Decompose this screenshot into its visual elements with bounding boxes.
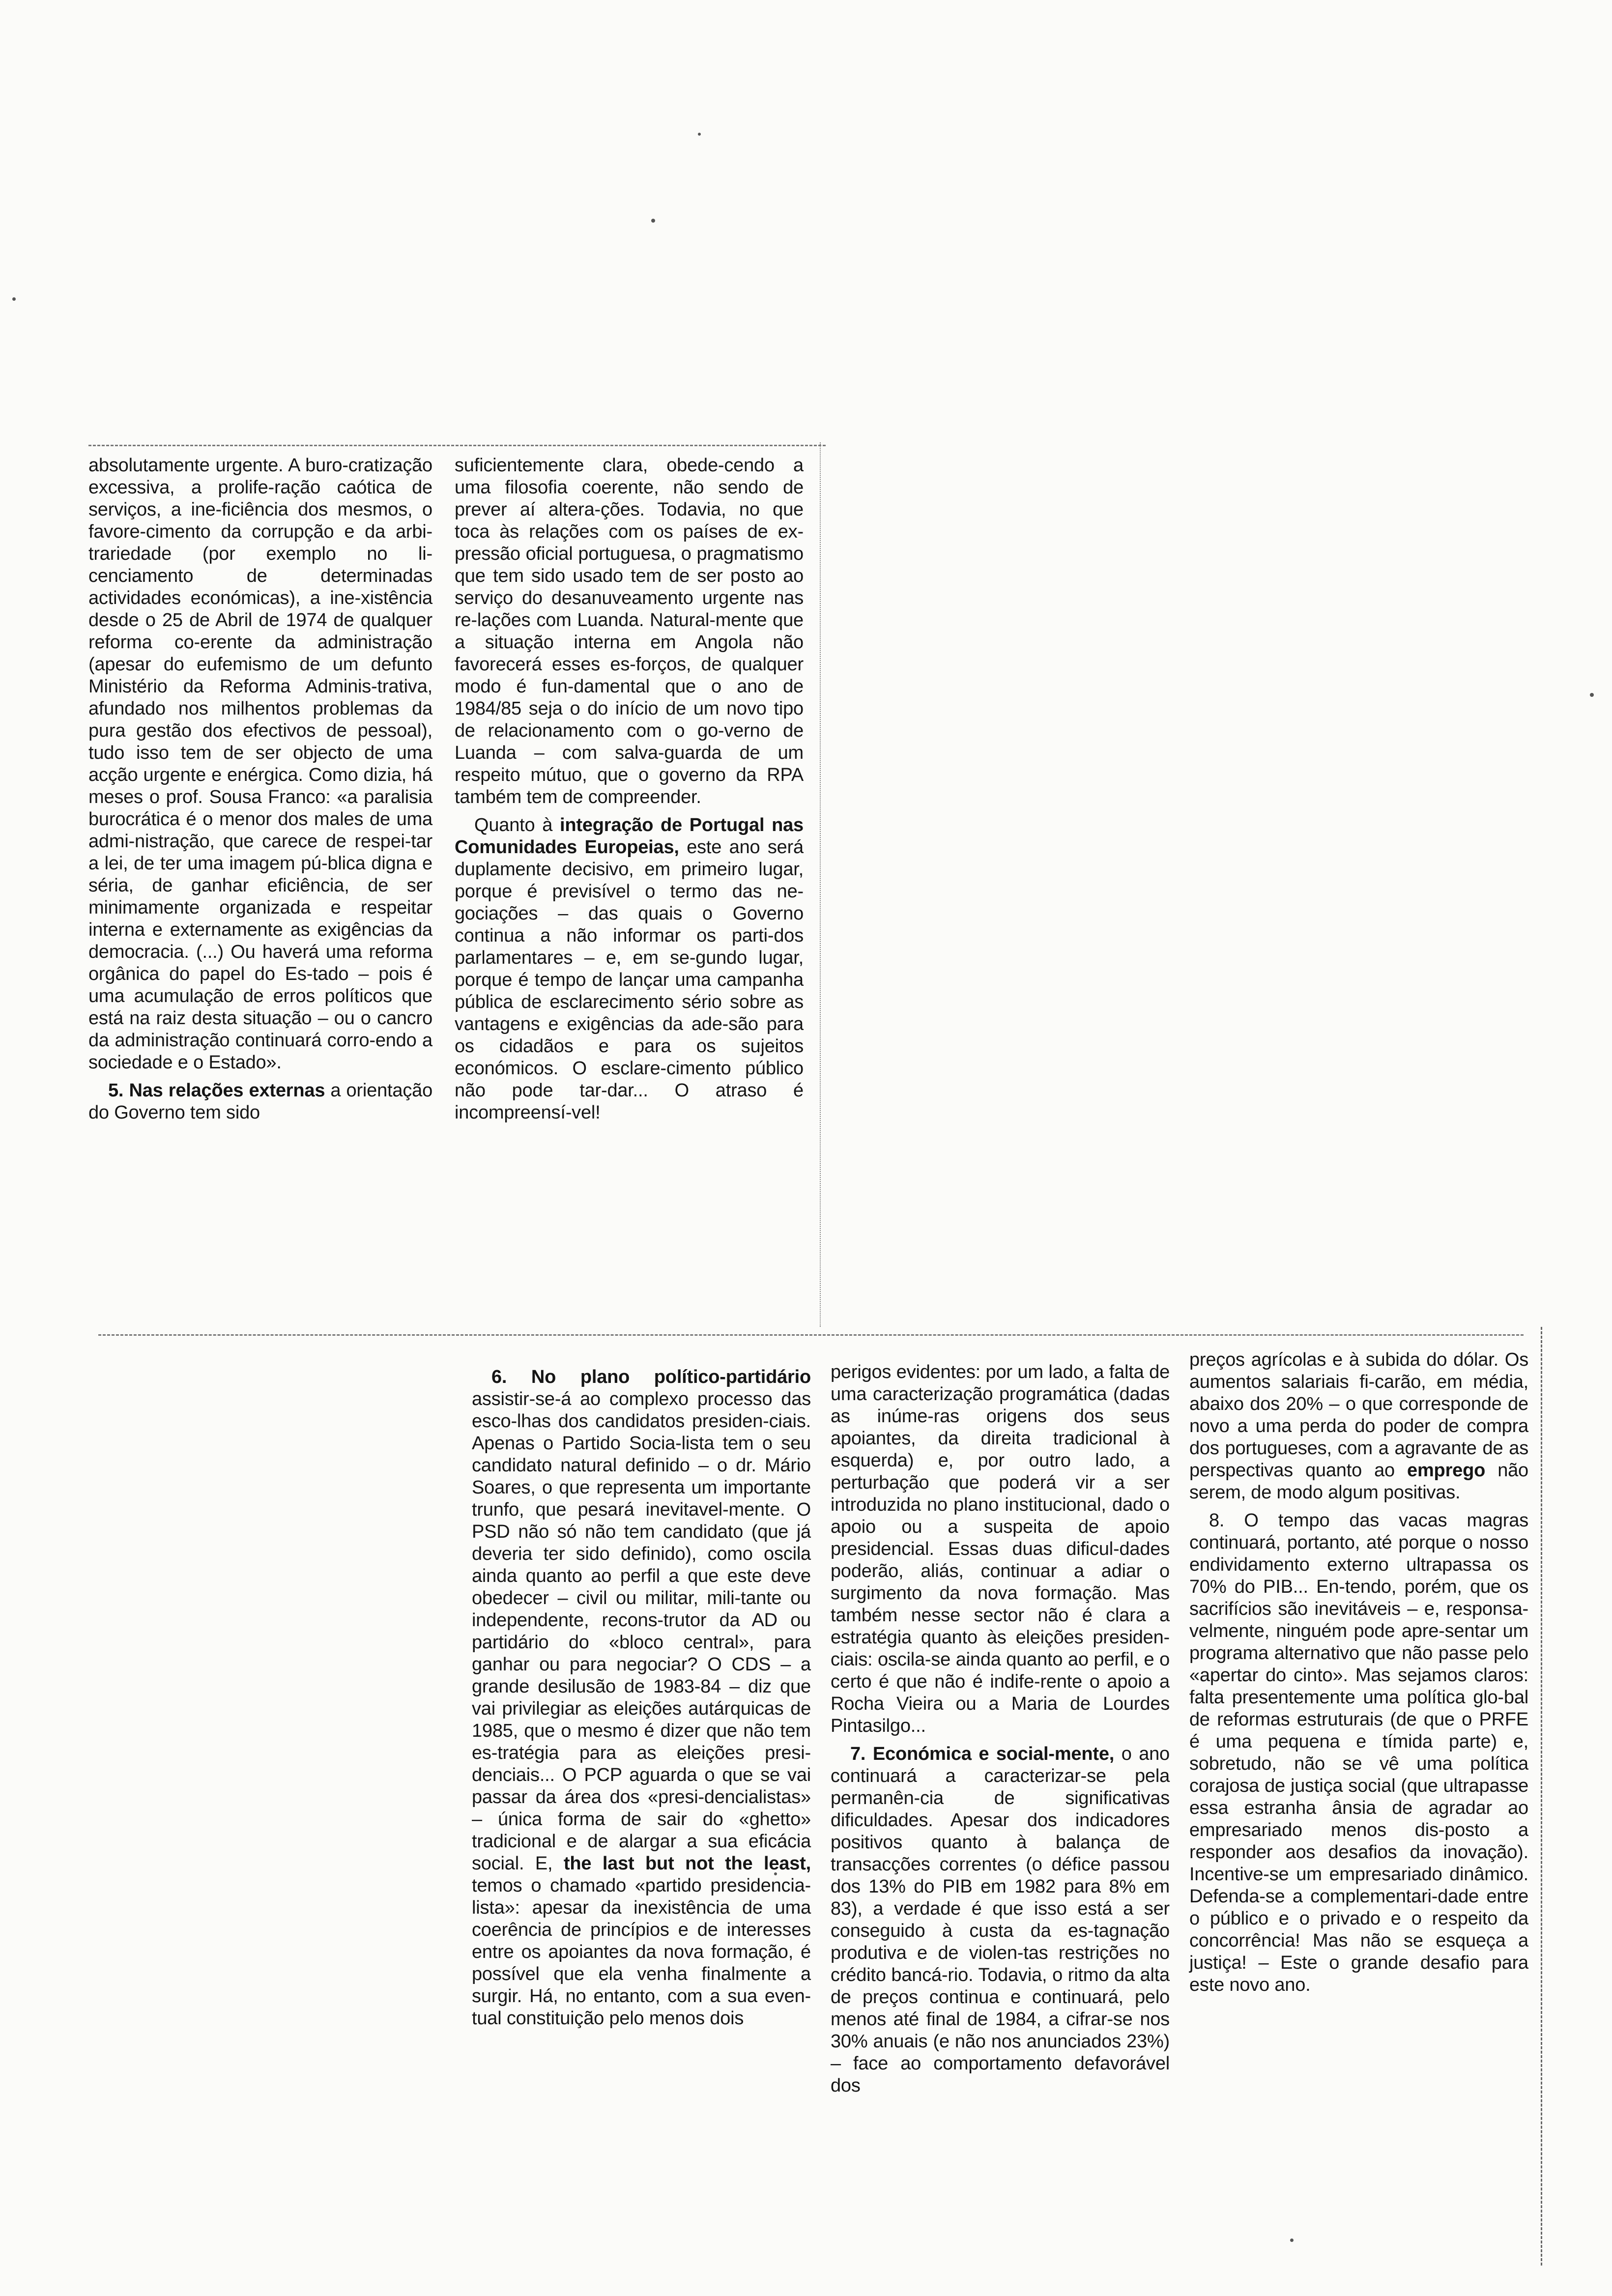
article-column-1 [88, 455, 432, 1124]
article-column-4 [831, 1361, 1170, 2097]
scan-speck [12, 297, 16, 301]
paragraph-european-integration: Quanto à integração de Portugal nas Comunidades Europeias, este ano será duplamente decisivo, em primeiro lugar, porque é previsível o termo das ne-gociações – das quais o Governo continua a não informar os parti-dos parlamentares – e, em se-gundo lugar, porque é tempo de lançar uma campanha pública de esclarecimento sério sobre as vantagens e exigências da ade-são para os cidadãos e para os sujeitos económicos. O esclare-cimento público não pode tar-dar... O atraso é incompreensí-vel! [455, 815, 804, 1123]
emphasis-last-not-least: the last but not the least, [563, 1853, 811, 1874]
scan-speck [698, 133, 701, 136]
scan-edge-mid [98, 1334, 1524, 1336]
article-column-5 [1189, 1349, 1528, 1996]
article-column-3 [472, 1366, 811, 2030]
paragraph-administration-reform: absolutamente urgente. A buro-cratização excessiva, a prolife-ração caótica de serviços, a ine-ficiência dos mesmos, o favore-cimento da corrupção e da arbi-trariedade (por exemplo no li-cenciamento de determinadas actividades económicas), a ine-xistência desde o 25 de Abril de 1974 de qualquer reforma co-erente da administração (apesar do eufemismo de um defunto Ministério da Reforma Adminis-trativa, afundado nos milhentos problemas da pura gestão dos efectivos de pessoal), tudo isso tem de ser objecto de uma acção urgente e enérgica. Como dizia, há meses o prof. Sousa Franco: «a paralisia burocrática é o menor dos males de uma admi-nistração, que carece de respei-tar a lei, de ter uma imagem pú-blica digna e séria, de ganhar eficiência, de ser minimamente organizada e respeitar interna e externamente as exigências da democracia. (...) Ou haverá uma reforma orgânica do papel do Es-tado – pois é uma acumulação de erros políticos que está na raiz desta situação – ou o cancro da administração continuará corro-endo a sociedade e o Estado». [88, 455, 432, 1073]
scan-speck [651, 219, 655, 223]
paragraph-economy: 7. Económica e social-mente, o ano continuará a caracterizar-se pela permanên-cia de significativas dificuldades. Apesar dos indicadores positivos quanto à balança de transacções correntes (o défice passou dos 13% do PIB em 1982 para 8% em 83), a verdade é que isso está a ser conseguido à custa da es-tagnação produtiva e de violen-tas restrições no crédito bancá-rio. Todavia, o ritmo da alta de preços continua e continuará, pelo menos até final de 1984, a cifrar-se nos 30% anuais (e não nos anunciados 23%) – face ao comportamento defavorável dos [831, 1744, 1170, 2096]
paragraph-presidential-risks: perigos evidentes: por um lado, a falta de uma caracterização programática (dadas as inúme-ras origens dos seus apoiantes, da direita tradicional à esquerda) e, por outro lado, a perturbação que poderá vir a ser introduzida no plano institucional, dado o apoio ou a suspeita de apoio presidencial. Essas duas dificul-dades poderão, aliás, continuar a adiar o surgimento da nova formação. Mas também nesse sector não é clara a estratégia quanto às eleições presiden-ciais: oscila-se ainda quanto ao perfil, e o certo é que não é indife-rente o apoio a Rocha Vieira ou a Maria de Lourdes Pintasilgo... [831, 1362, 1170, 1736]
scan-edge-inner [820, 442, 821, 1327]
scan-speck [1290, 2239, 1294, 2242]
article-column-2 [455, 455, 804, 1124]
section-heading-7: 7. Económica e social-mente, [850, 1744, 1115, 1764]
paragraph-wages: preços agrícolas e à subida do dólar. Os aumentos salariais fi-carão, em média, abaixo dos 20% – o que corresponde de novo a uma perda do poder de compra dos portugueses, com a agravante de as perspectivas quanto ao emprego não serem, de modo algum positivas. [1189, 1349, 1528, 1503]
scan-edge-right [1541, 1327, 1542, 2266]
paragraph-lean-times: 8. O tempo das vacas magras continuará, portanto, até porque o nosso endividamento externo ultrapassa os 70% do PIB... En-tendo, porém, que os sacrifícios são inevitáveis – e, responsa-velmente, ninguém pode apre-sentar um programa alternativo que não passe pelo «apertar do cinto». Mas sejamos claros: falta presentemente uma política glo-bal de reformas estruturais (de que o PRFE é uma pequena e tímida parte) e, sobretudo, não se vê uma política corajosa de justiça social (que ultrapasse essa estranha ânsia de agradar ao empresariado menos dis-posto a responder aos desafios da inovação). Incentive-se um empresariado dinâmico. Defenda-se a complementari-dade entre o público e o privado e o respeito da concorrência! Mas não se esqueça a justiça! – Este o grande desafio para este novo ano. [1189, 1510, 1528, 1995]
paragraph-political-parties: 6. No plano político-partidário assistir-se-á ao complexo processo das esco-lhas dos candidatos presiden-ciais. Apenas o Partido Socia-lista tem o seu candidato natural definido – o dr. Mário Soares, o que representa um importante trunfo, que pesará inevitavel-mente. O PSD não só não tem candidato (que já deveria ter sido definido), como oscila ainda quanto ao perfil a que este deve obedecer – civil ou militar, mili-tante ou independente, recons-trutor da AD ou partidário do «bloco central», para ganhar ou para negociar? O CDS – a grande desilusão de 1983-84 – diz que vai privilegiar as eleições autárquicas de 1985, que o mesmo é dizer que não tem es-tratégia para as eleições presi-denciais... O PCP aguarda o que se vai passar da área dos «presi-dencialistas» – única forma de sair do «ghetto» tradicional e de alargar a sua eficácia social. E, the last but not the least, temos o chamado «partido presidencia-lista»: apesar da inexistência de uma coerência de princípios e de interesses entre os apoiantes da nova formação, é possível que ela venha finalmente a surgir. Há, no entanto, com a sua even-tual constituição pelo menos dois [472, 1367, 811, 2029]
scan-speck [1590, 693, 1594, 697]
section-heading-6: 6. No plano político-partidário [491, 1367, 811, 1387]
section-heading-5: 5. Nas relações externas [108, 1080, 325, 1101]
scan-edge-top [88, 445, 826, 446]
section-heading-eec: integração de Portugal nas Comunidades Europeias, [455, 815, 804, 858]
emphasis-emprego: emprego [1407, 1460, 1486, 1481]
paragraph-external-relations: 5. Nas relações externas a orientação do Governo tem sido [88, 1080, 432, 1123]
paragraph-luanda-relations: suficientemente clara, obede-cendo a uma filosofia coerente, não sendo de prever aí altera-ções. Todavia, no que toca às relações com os países de ex-pressão oficial portuguesa, o pragmatismo que tem sido usado tem de ser posto ao serviço do desanuveamento urgente nas re-lações com Luanda. Natural-mente que a situação interna em Angola não favorecerá esses es-forços, de qualquer modo é fun-damental que o ano de 1984/85 seja o do início de um novo tipo de relacionamento com o go-verno de Luanda – com salva-guarda de um respeito mútuo, que o governo da RPA também tem de compreender. [455, 455, 804, 807]
